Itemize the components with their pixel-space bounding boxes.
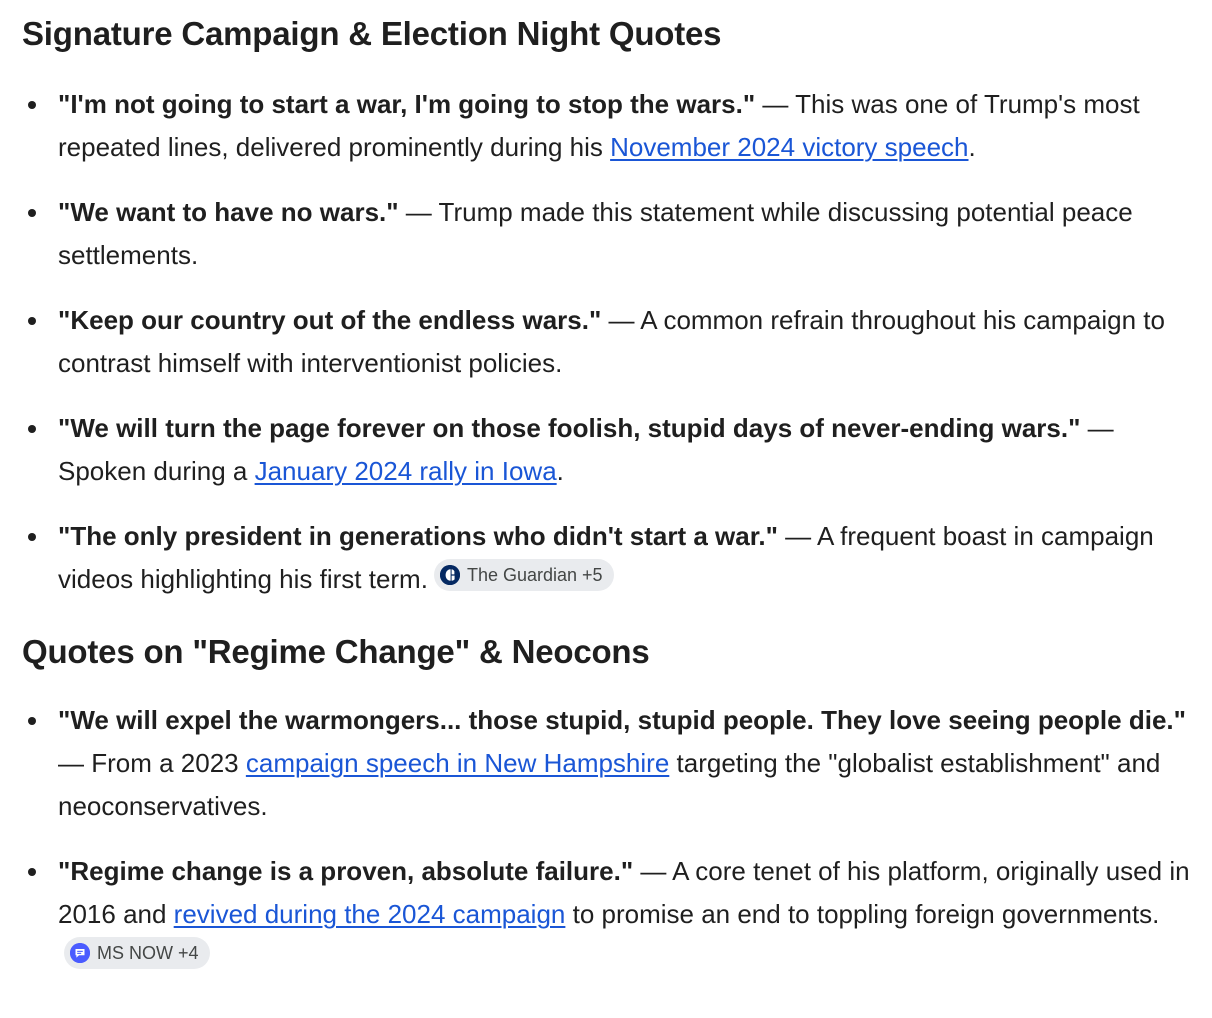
section-heading-regime-change: Quotes on "Regime Change" & Neocons (22, 633, 650, 670)
source-chip-ms-now[interactable] (64, 937, 210, 969)
link-january-2024-rally-iowa[interactable]: January 2024 rally in Iowa (254, 456, 557, 486)
quote-context: — A core tenet of his platform, originally used in 2016 and (58, 856, 1190, 929)
quote-text: "We will expel the warmongers... those stupid, stupid people. They love seeing people die." (58, 705, 1186, 735)
quote-text: "We want to have no wars." (58, 197, 399, 227)
quote-context-end: . (556, 456, 564, 486)
quote-context: — A frequent boast in campaign videos highlighting his first term. (58, 521, 1154, 594)
link-campaign-speech-new-hampshire[interactable]: campaign speech in New Hampshire (245, 748, 670, 778)
link-november-2024-victory-speech[interactable]: November 2024 victory speech (610, 132, 969, 162)
source-chip-the-guardian[interactable] (434, 559, 614, 591)
quote-context-end: targeting the "globalist establishment" and neoconservatives. (58, 748, 1161, 821)
guardian-logo-icon (440, 565, 460, 585)
quote-context: — This was one of Trump's most repeated lines, delivered prominently during his (58, 89, 1140, 162)
quote-context-end: to promise an end to toppling foreign governments. (565, 899, 1160, 929)
list-item (22, 191, 1190, 277)
list-item (22, 407, 1190, 493)
list-item (22, 83, 1190, 169)
quote-text: "The only president in generations who didn't start a war." (58, 521, 778, 551)
quote-context: — A common refrain throughout his campaign to contrast himself with interventionist policies. (58, 305, 1165, 378)
quote-context: — Trump made this statement while discussing potential peace settlements. (58, 197, 1133, 270)
list-item (22, 515, 1190, 601)
quote-context-end: . (968, 132, 976, 162)
list-item (22, 699, 1190, 828)
ms-now-logo-icon (70, 943, 90, 963)
quote-context: — From a 2023 (58, 748, 246, 778)
quote-text: "We will turn the page forever on those foolish, stupid days of never-ending wars." (58, 413, 1081, 443)
list-item (22, 850, 1190, 979)
section-heading-campaign-quotes: Signature Campaign & Election Night Quotes (22, 15, 722, 52)
quote-text: "Keep our country out of the endless wars." (58, 305, 602, 335)
link-revived-during-2024-campaign[interactable]: revived during the 2024 campaign (173, 899, 566, 929)
quote-list-campaign (22, 83, 1190, 601)
quote-context: — Spoken during a (58, 413, 1114, 486)
quote-text: "Regime change is a proven, absolute failure." (58, 856, 634, 886)
source-chip-label: MS NOW +4 (97, 943, 199, 963)
source-chip-label: The Guardian +5 (466, 565, 603, 585)
quote-list-regime-change (22, 699, 1190, 979)
list-item (22, 299, 1190, 385)
quote-text: "I'm not going to start a war, I'm going to stop the wars." (58, 89, 756, 119)
